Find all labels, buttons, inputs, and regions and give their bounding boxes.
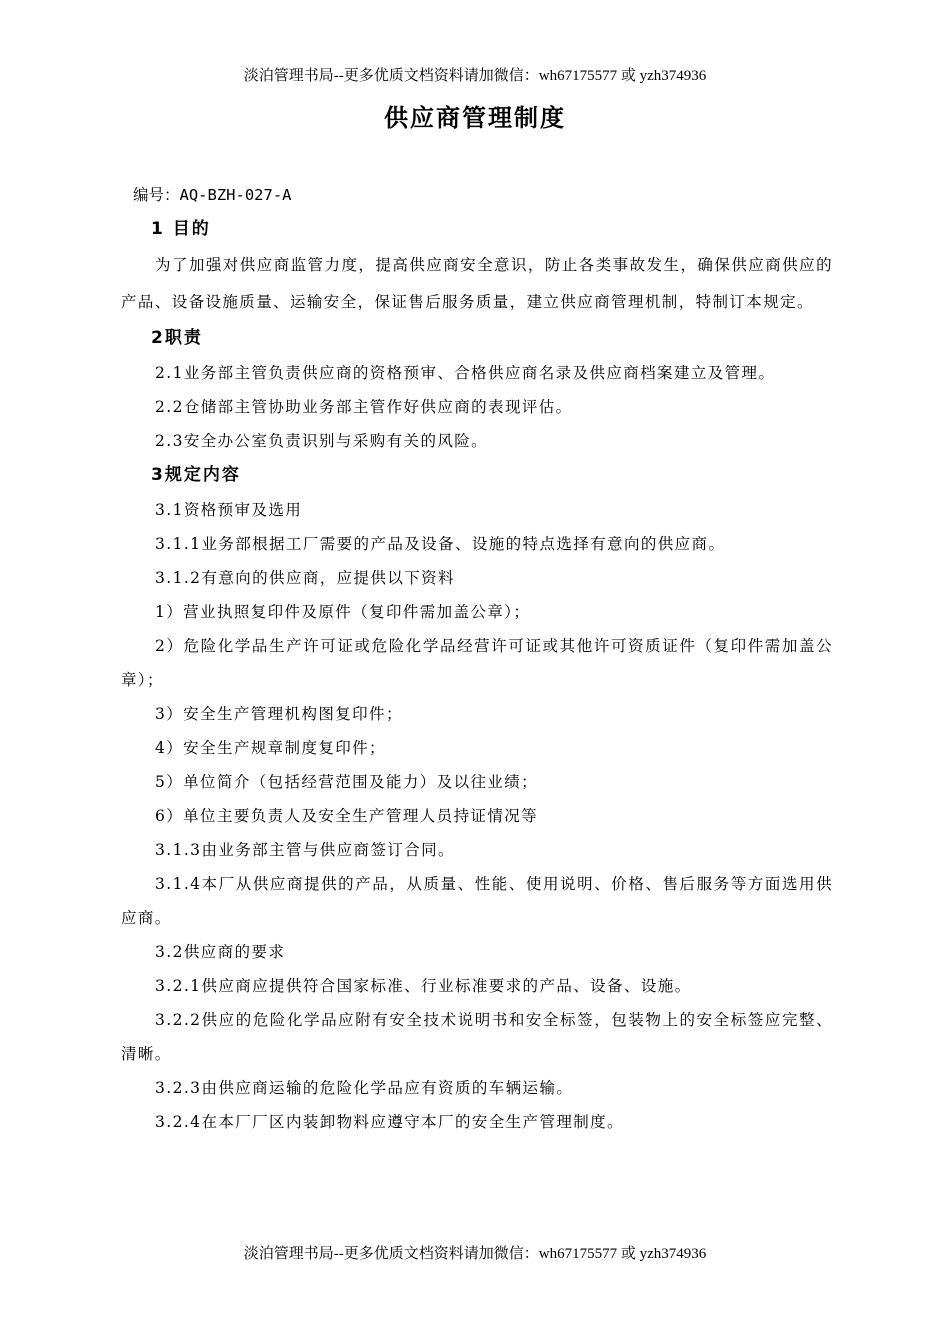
content-item: 3.1.2有意向的供应商，应提供以下资料	[155, 569, 455, 587]
content-item: 6）单位主要负责人及安全生产管理人员持证情况等	[155, 807, 539, 825]
content-item: 3.2.3由供应商运输的危险化学品应有资质的车辆运输。	[155, 1079, 574, 1097]
duty-item: 2.1业务部主管负责供应商的资格预审、合格供应商名录及供应商档案建立及管理。	[155, 364, 776, 382]
document-title: 供应商管理制度	[384, 104, 566, 132]
duty-item: 2.2仓储部主管协助业务部主管作好供应商的表现评估。	[155, 398, 573, 416]
purpose-paragraph: 为了加强对供应商监管力度，提高供应商安全意识，防止各类事故发生，确保供应商供应的产品、设备设施质量、运输安全，保证售后服务质量，建立供应商管理机制，特制订本规定。	[121, 256, 833, 311]
content-item: 3）安全生产管理机构图复印件；	[155, 705, 403, 723]
content-item: 2）危险化学品生产许可证或危险化学品经营许可证或其他许可资质证件（复印件需加盖公章）；	[121, 637, 833, 689]
page-footer: 淡泊管理书局--更多优质文档资料请加微信：wh67175577 或 yzh374936	[243, 1246, 707, 1262]
content-item: 1）营业执照复印件及原件（复印件需加盖公章）；	[155, 603, 531, 621]
content-item: 3.2.4在本厂厂区内装卸物料应遵守本厂的安全生产管理制度。	[155, 1113, 624, 1131]
content-item: 3.2.2供应的危险化学品应附有安全技术说明书和安全标签，包装物上的安全标签应完整、清晰。	[121, 1011, 833, 1063]
content-item: 3.1.4本厂从供应商提供的产品，从质量、性能、使用说明、价格、售后服务等方面选用供应商。	[121, 875, 833, 927]
content-item: 3.2.1供应商应提供符合国家标准、行业标准要求的产品、设备、设施。	[155, 977, 692, 995]
duty-item: 2.3安全办公室负责识别与采购有关的风险。	[155, 432, 489, 450]
content-item: 3.1资格预审及选用	[155, 501, 303, 519]
document-number: 编号：AQ-BZH-027-A	[133, 186, 292, 204]
content-item: 3.1.1业务部根据工厂需要的产品及设备、设施的特点选择有意向的供应商。	[155, 535, 726, 553]
document-body	[121, 178, 833, 1139]
section-heading-duties: 2职责	[151, 328, 203, 348]
content-item: 3.1.3由业务部主管与供应商签订合同。	[155, 841, 455, 859]
section-heading-content: 3规定内容	[151, 465, 241, 485]
section-heading-purpose: 1 目的	[151, 219, 211, 239]
page-header: 淡泊管理书局--更多优质文档资料请加微信：wh67175577 或 yzh374936	[243, 68, 707, 84]
content-item: 3.2供应商的要求	[155, 943, 286, 961]
content-item: 5）单位简介（包括经营范围及能力）及以往业绩；	[155, 773, 539, 791]
content-item: 4）安全生产规章制度复印件；	[155, 739, 386, 757]
